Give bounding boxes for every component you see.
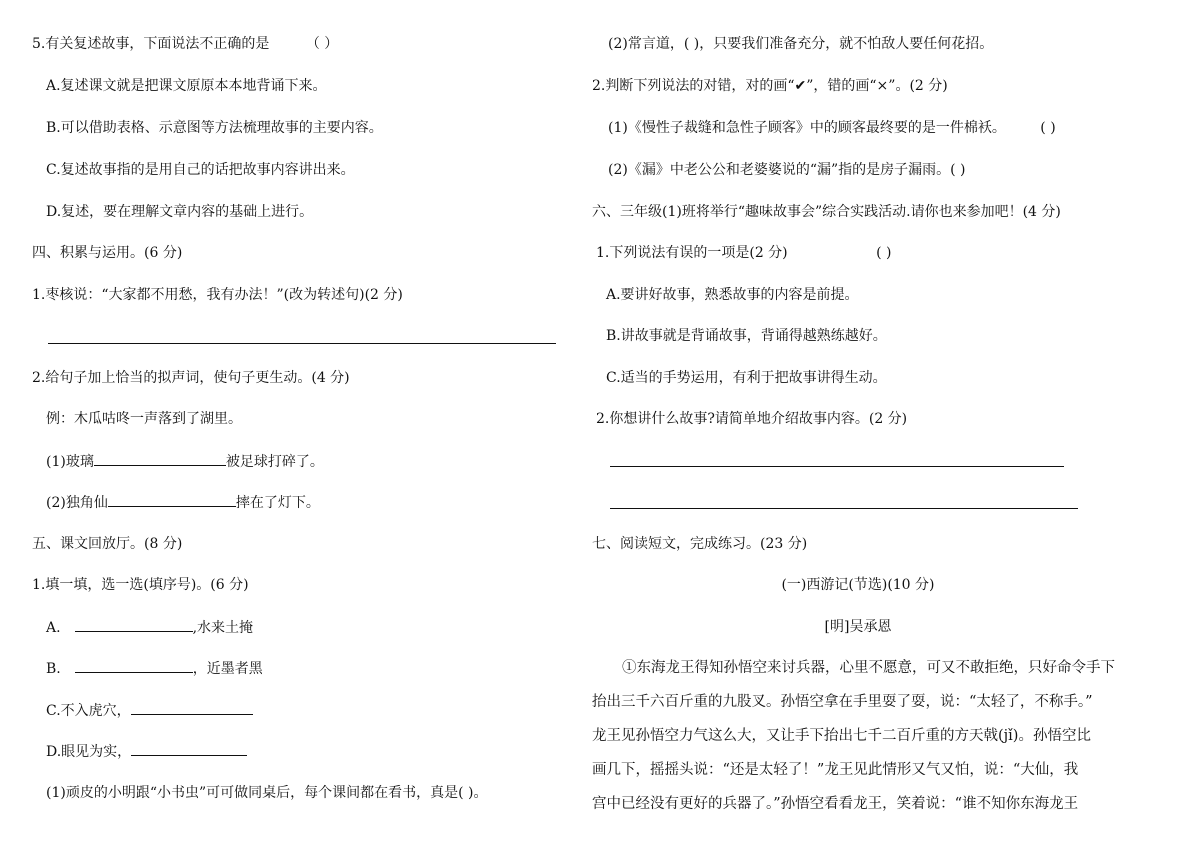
- q5-option-c: C.复述故事指的是用自己的话把故事内容讲出来。: [46, 162, 355, 178]
- q5-answer-paren: （ ）: [305, 36, 339, 52]
- passage-line-5: 宫中已经没有更好的兵器了。”孙悟空看看龙王，笑着说：“谁不知你东海龙王: [592, 796, 1079, 812]
- sec5-item-b: [46, 658, 263, 679]
- q5-stem: [32, 34, 338, 54]
- passage-line-2: 抬出三千六百斤重的九股叉。孙悟空拿在手里耍了耍，说：“太轻了，不称手。”: [592, 694, 1093, 710]
- sec4-item-2: [46, 492, 320, 513]
- judge-item-1: [608, 118, 1056, 138]
- sec6-q1: [596, 243, 891, 263]
- sec6-q2-answer-line-1: [610, 466, 1064, 467]
- sec5-item-d-blank: [131, 741, 247, 756]
- sec5-item-b-post: ，近墨者黑: [192, 661, 263, 677]
- q5-option-a: A.复述课文就是把课文原原本本地背诵下来。: [46, 78, 327, 94]
- sec4-example: 例：木瓜咕咚一声落到了湖里。: [46, 411, 242, 427]
- judge-item-1-text: (1)《慢性子裁缝和急性子顾客》中的顾客最终要的是一件棉袄。: [608, 120, 1006, 136]
- sec5-item-c-blank: [131, 700, 253, 715]
- sec5-item-a-post: ,水来土掩: [192, 620, 254, 636]
- sec5-item-b-pre: B.: [46, 661, 61, 677]
- sec5-item-c: [46, 700, 253, 721]
- sec4-item-2-blank: [108, 492, 236, 507]
- section-7-title: 七、阅读短文，完成练习。(23 分): [592, 536, 808, 552]
- sec4-item-1: [46, 451, 324, 472]
- section-5-title: 五、课文回放厅。(8 分): [32, 536, 183, 552]
- sec6-q2-answer-line-2: [610, 508, 1078, 509]
- passage-line-1: ①东海龙王得知孙悟空来讨兵器，心里不愿意，可又不敢拒绝，只好命令手下: [622, 660, 1115, 676]
- passage-line-4: 画几下，摇摇头说：“还是太轻了！”龙王见此情形又气又怕，说：“大仙，我: [592, 762, 1079, 778]
- sec4-q2: 2.给句子加上恰当的拟声词，使句子更生动。(4 分): [32, 370, 350, 386]
- sec4-item-2-post: 摔在了灯下。: [235, 495, 320, 511]
- sec6-option-b: B.讲故事就是背诵故事，背诵得越熟练越好。: [606, 328, 887, 344]
- section-4-title: 四、积累与运用。(6 分): [32, 245, 183, 261]
- sec6-q1-paren: ( ): [876, 245, 892, 261]
- passage-author: [明]吴承恩: [824, 619, 892, 635]
- q5-option-b: B.可以借助表格、示意图等方法梳理故事的主要内容。: [46, 120, 383, 136]
- sec6-q2: 2.你想讲什么故事?请简单地介绍故事内容。(2 分): [596, 411, 908, 427]
- judge-item-1-paren: ( ): [1040, 120, 1056, 136]
- sec5-item-d-text: D.眼见为实，: [46, 744, 132, 760]
- judge-item-2: (2)《漏》中老公公和老婆婆说的“漏”指的是房子漏雨。( ): [608, 162, 966, 178]
- passage-title: (一)西游记(节选)(10 分): [781, 577, 935, 593]
- sec5-item-a-pre: A.: [46, 620, 61, 636]
- sec6-option-a: A.要讲好故事，熟悉故事的内容是前提。: [606, 287, 859, 303]
- q5-stem-text: 5.有关复述故事，下面说法不正确的是: [32, 36, 270, 52]
- sec4-item-1-post: 被足球打碎了。: [225, 454, 324, 470]
- sec4-item-2-pre: (2)独角仙: [46, 495, 108, 511]
- sec5-item-b-blank: [75, 658, 193, 673]
- q5-option-d: D.复述，要在理解文章内容的基础上进行。: [46, 204, 314, 220]
- sec5-sentence-1: (1)顽皮的小明跟“小书虫”可可做同桌后，每个课间都在看书，真是( )。: [46, 785, 488, 801]
- sec5-item-d: [46, 741, 247, 762]
- sec6-q1-text: 1.下列说法有误的一项是(2 分): [596, 245, 788, 261]
- sec4-q1-answer-line: [48, 343, 556, 344]
- sec4-item-1-blank: [94, 451, 226, 466]
- sec5-q1: 1.填一填，选一选(填序号)。(6 分): [32, 577, 249, 593]
- passage-line-3: 龙王见孙悟空力气这么大，又让手下抬出七千二百斤重的方天戟(jǐ)。孙悟空比: [592, 728, 1091, 744]
- sec5-item-c-text: C.不入虎穴，: [46, 703, 131, 719]
- sec5-item-a-blank: [75, 617, 193, 632]
- sec4-item-1-pre: (1)玻璃: [46, 454, 94, 470]
- section-6-title: 六、三年级(1)班将举行“趣味故事会”综合实践活动.请你也来参加吧！(4 分): [592, 204, 1061, 220]
- judge-stem: 2.判断下列说法的对错，对的画“✔”，错的画“×”。(2 分): [592, 78, 948, 94]
- sec6-option-c: C.适当的手势运用，有利于把故事讲得生动。: [606, 370, 887, 386]
- sec4-q1: 1.枣核说：“大家都不用愁，我有办法！”(改为转述句)(2 分): [32, 287, 403, 303]
- sec5-item-a: [46, 617, 253, 638]
- sec5-sentence-2: (2)常言道，( )，只要我们准备充分，就不怕敌人要任何花招。: [608, 36, 994, 52]
